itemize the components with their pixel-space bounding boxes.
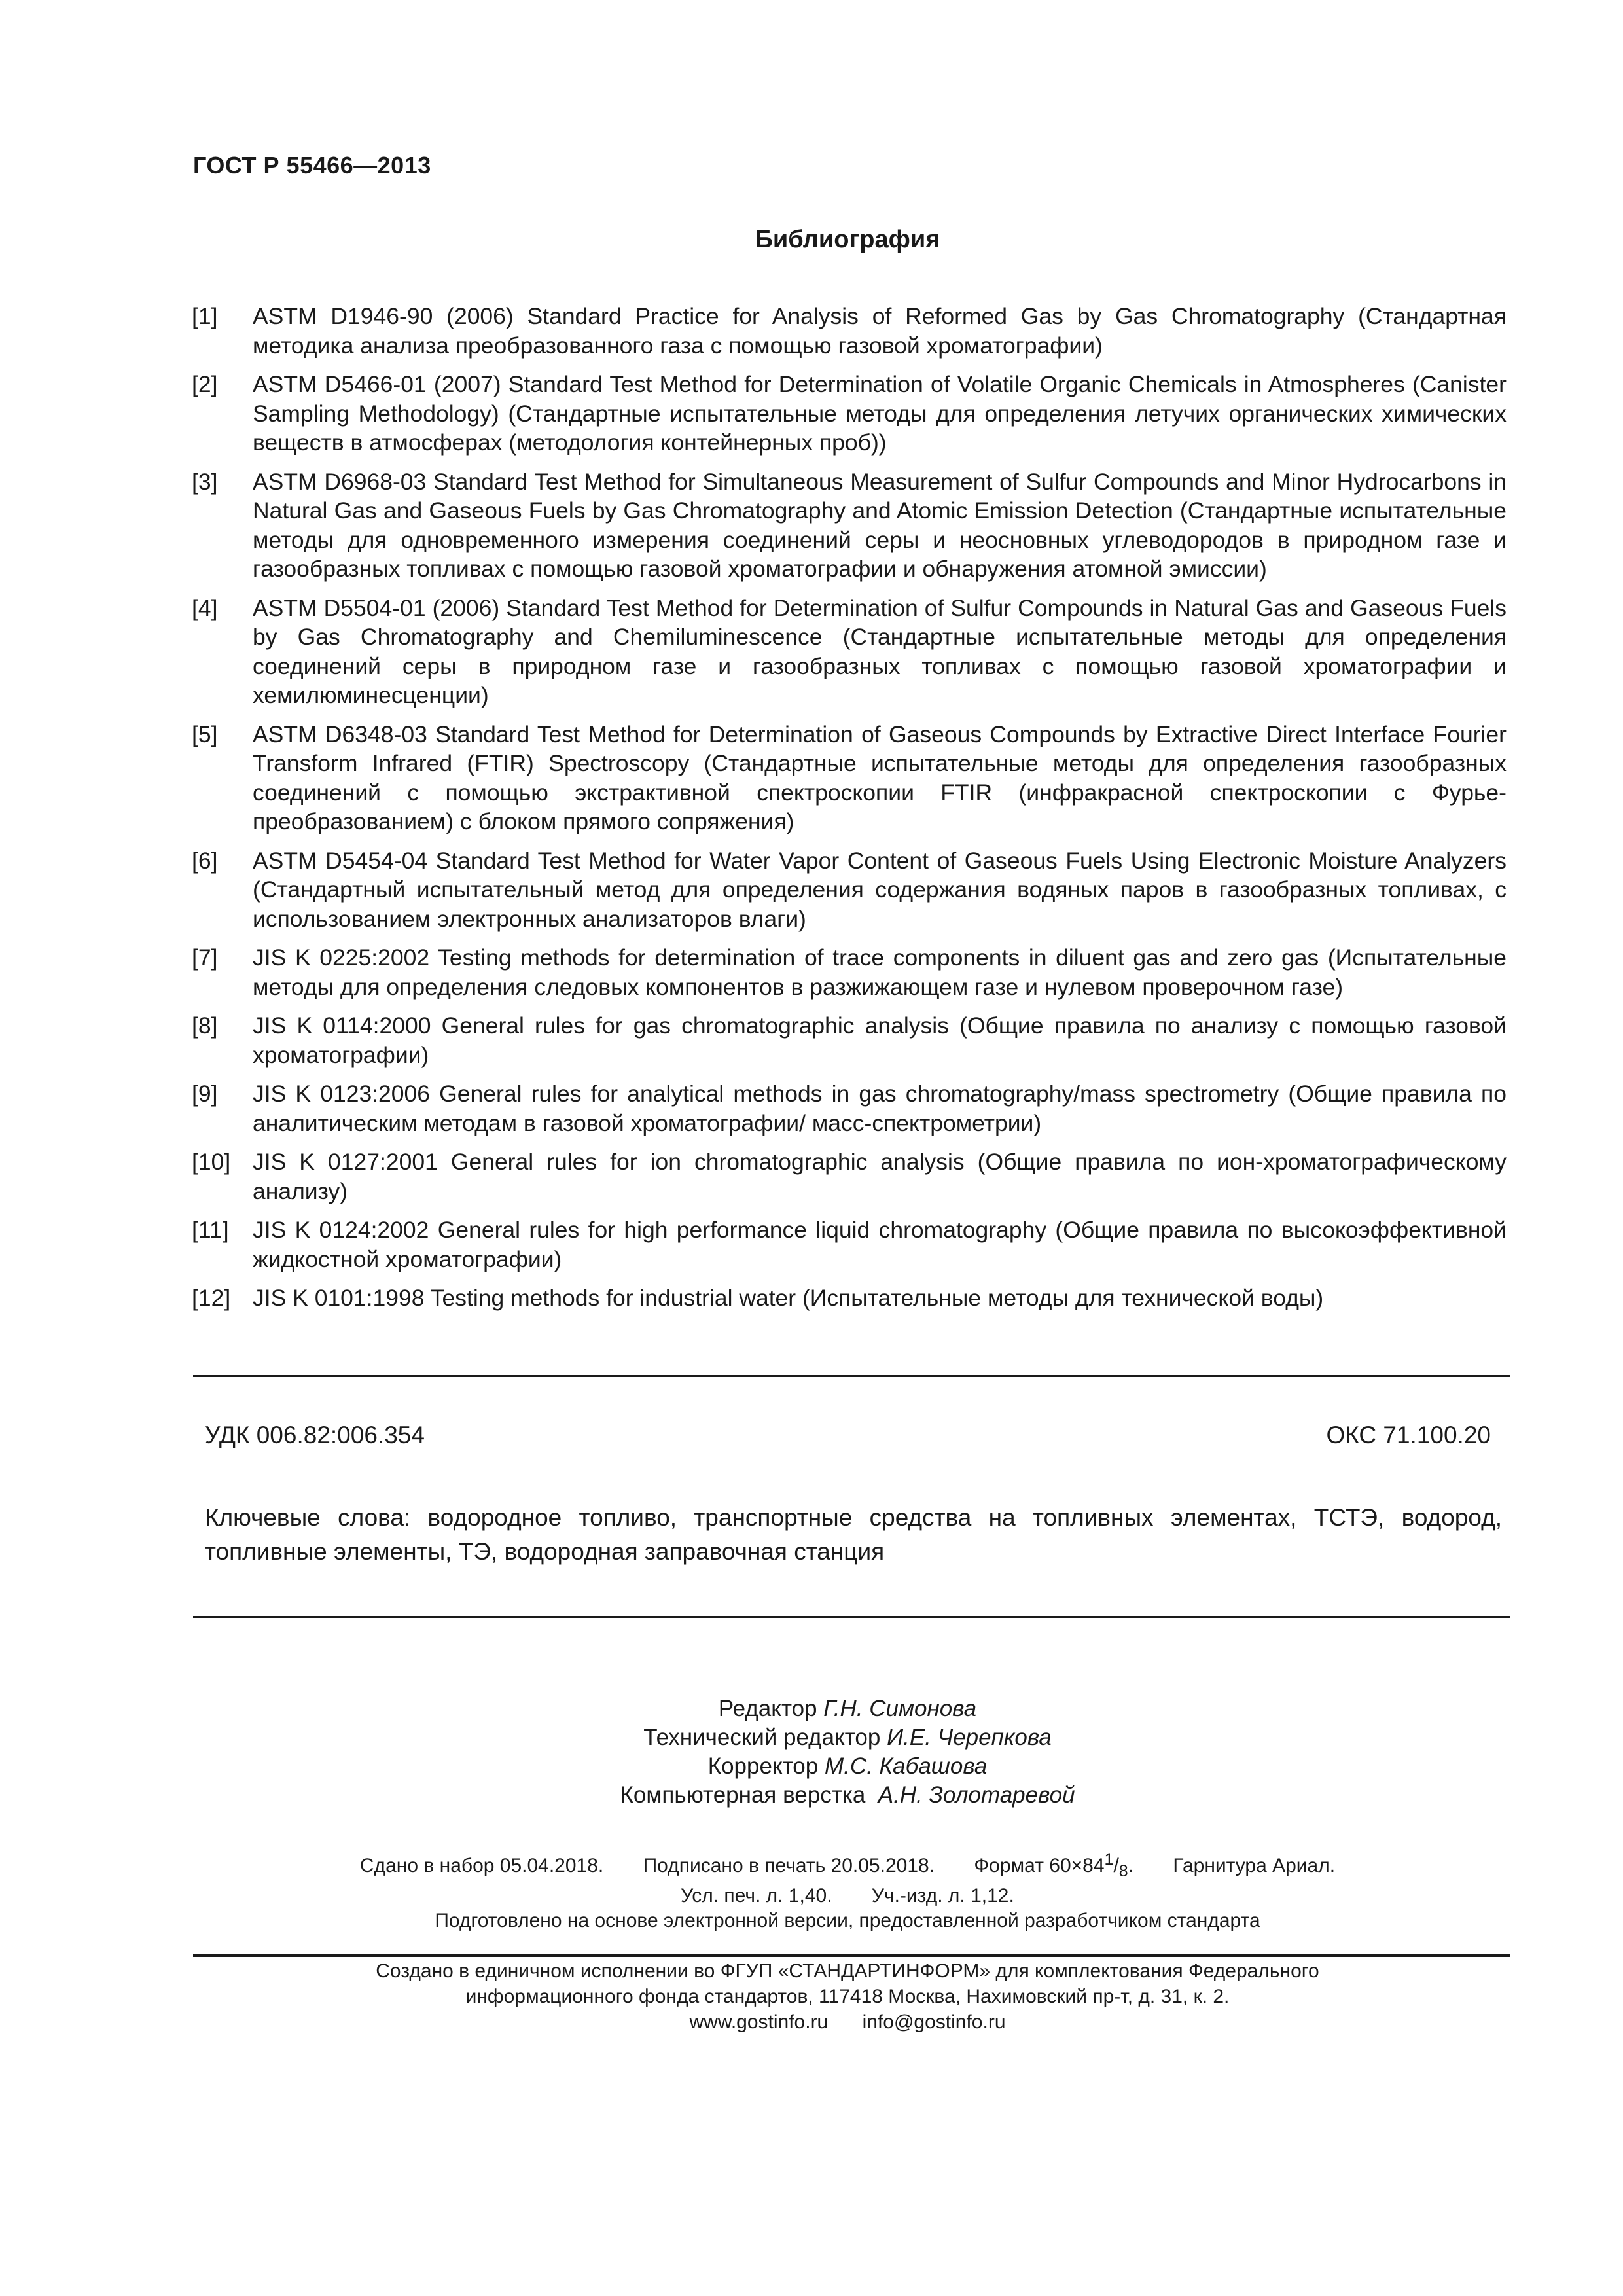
credit-line (0, 1723, 1623, 1752)
prepared-note: Подготовлено на основе электронной версии, предоставленной разработчиком стандарта (435, 1910, 1260, 1931)
credit-role: Компьютерная верстка (620, 1782, 866, 1808)
entry-number: [10] (192, 1149, 231, 1175)
typeface: Гарнитура Ариал. (1173, 1855, 1336, 1876)
entry-number: [2] (192, 371, 218, 397)
entry-text: JIS K 0101:1998 Testing methods for industrial water (Испытательные методы для технической воды) (253, 1285, 1324, 1311)
bibliography-entry (192, 302, 1507, 360)
entry-text: JIS K 0114:2000 General rules for gas chromatographic analysis (Общие правила по анализу с помощью газовой хроматографии) (253, 1013, 1507, 1068)
entry-number: [9] (192, 1081, 218, 1107)
website-link[interactable]: www.gostinfo.ru (689, 2011, 829, 2033)
entry-text: JIS K 0124:2002 General rules for high performance liquid chromatography (Общие правила по высокоэффективной жидкостной хроматографии) (253, 1217, 1507, 1272)
bibliography-entry (192, 1079, 1507, 1138)
entry-number: [6] (192, 847, 218, 874)
entry-number: [11] (192, 1217, 229, 1243)
credit-line (0, 1695, 1623, 1723)
imprint-line (0, 1884, 1623, 1909)
bibliography-entry (192, 467, 1507, 584)
signed-date: Подписано в печать 20.05.2018. (643, 1855, 935, 1876)
credits-block (0, 1695, 1623, 1810)
credit-line (0, 1752, 1623, 1781)
bibliography-entry (192, 1011, 1507, 1069)
bibliography-title: Библиография (755, 226, 940, 253)
entry-text: ASTM D6968-03 Standard Test Method for Simultaneous Measurement of Sulfur Compounds and Minor Hydrocarbons in Natural Gas and Gaseous Fuels by Gas Chromatography and Atomic Emission Detection (Стандартные испытательные методы для одновременного измерения соединений серы и неосновных углеводородов в природном газе и газообразных топливах с помощью газовой хроматографии и обнаружения атомной эмиссии) (253, 468, 1507, 582)
imprint-line (0, 1847, 1623, 1884)
credit-line (0, 1781, 1623, 1810)
imprint-block (0, 1847, 1623, 1933)
publisher-contacts (0, 2009, 1623, 2035)
email-link[interactable]: info@gostinfo.ru (862, 2011, 1006, 2033)
keywords: Ключевые слова: водородное топливо, транспортные средства на топливных элементах, ТСТЭ, водород, топливные элементы, ТЭ, водородная заправочная станция (205, 1504, 1502, 1565)
bibliography-entry (192, 370, 1507, 457)
bibliography-entry (192, 594, 1507, 710)
credit-name: М.С. Кабашова (824, 1753, 988, 1779)
bibliography-entry (192, 1147, 1507, 1206)
entry-text: ASTM D6348-03 Standard Test Method for Determination of Gaseous Compounds by Extractive Direct Interface Fourier Transform Infrared (FTIR) Spectroscopy (Стандартные испытательные методы для определения газообразных соединений с помощью экстрактивной спектроскопии FTIR (инфракрасной спектроскопии с Фурье-преобразованием) с блоком прямого сопряжения) (253, 721, 1507, 834)
entry-text: ASTM D1946-90 (2006) Standard Practice for Analysis of Reformed Gas by Gas Chromatography (Стандартная методика анализа преобразованного газа с помощью газовой хроматографии) (253, 303, 1507, 359)
entry-text: ASTM D5454-04 Standard Test Method for Water Vapor Content of Gaseous Fuels Using Electronic Moisture Analyzers (Стандартный испытательный метод для определения содержания водяных паров в газообразных топливах, с использованием электронных анализаторов влаги) (253, 847, 1507, 932)
entry-text: ASTM D5504-01 (2006) Standard Test Method for Determination of Sulfur Compounds in Natural Gas and Gaseous Fuels by Gas Chromatography and Chemiluminescence (Стандартные испытательные методы для определения соединений серы в природном газе и газообразных топливах с помощью газовой хроматографии и хемилюминесценции) (253, 594, 1507, 708)
entry-number: [8] (192, 1013, 218, 1039)
credit-name: Г.Н. Симонова (823, 1696, 977, 1721)
credit-role: Редактор (718, 1696, 817, 1721)
entry-number: [5] (192, 721, 218, 747)
bibliography-entry (192, 846, 1507, 934)
divider (193, 1375, 1510, 1377)
print-sheets: Усл. печ. л. 1,40. (681, 1885, 832, 1907)
entry-number: [1] (192, 303, 218, 329)
entry-number: [7] (192, 944, 218, 971)
credit-name: И.Е. Черепкова (887, 1725, 1052, 1750)
entry-number: [4] (192, 594, 218, 621)
divider (193, 1616, 1510, 1618)
publisher-line: Создано в единичном исполнении во ФГУП «СТАНДАРТИНФОРМ» для комплектования Федерального (376, 1960, 1319, 1982)
paper-format: Формат $60\times 84^1/_8$. (974, 1850, 1134, 1880)
udk-code: УДК 006.82:006.354 (205, 1422, 425, 1448)
credit-role: Технический редактор (643, 1725, 881, 1750)
bibliography-entry (192, 1215, 1507, 1274)
entry-text: JIS K 0225:2002 Testing methods for determination of trace components in diluent gas and zero gas (Испытательные методы для определения следовых компонентов в разжижающем газе и нулевом проверочном газе) (253, 944, 1507, 1000)
bibliography-entry (192, 720, 1507, 836)
entry-text: ASTM D5466-01 (2007) Standard Test Method for Determination of Volatile Organic Chemicals in Atmospheres (Canister Sampling Methodology) (Стандартные испытательные методы для определения летучих органических химических веществ в атмосферах (методология контейнерных проб)) (253, 371, 1507, 456)
entry-text: JIS K 0127:2001 General rules for ion chromatographic analysis (Общие правила по ион-хроматографическому анализу) (253, 1149, 1507, 1204)
submitted-date: Сдано в набор 05.04.2018. (359, 1855, 604, 1876)
bibliography-list (192, 302, 1507, 1323)
bibliography-entry (192, 943, 1507, 1001)
credit-role: Корректор (707, 1753, 819, 1779)
credit-name: А.Н. Золотаревой (878, 1782, 1075, 1808)
bibliography-entry (192, 1283, 1507, 1313)
standard-designation: ГОСТ Р 55466—2013 (193, 152, 431, 179)
entry-number: [3] (192, 468, 218, 495)
entry-number: [12] (192, 1285, 231, 1311)
divider (193, 1954, 1510, 1957)
publisher-block (0, 1958, 1623, 2035)
oks-code: ОКС 71.100.20 (1326, 1422, 1491, 1448)
publisher-line: информационного фонда стандартов, 117418 Москва, Нахимовский пр-т, д. 31, к. 2. (465, 1986, 1230, 2007)
entry-text: JIS K 0123:2006 General rules for analytical methods in gas chromatography/mass spectrometry (Общие правила по аналитическим методам в газовой хроматографии/ масс-спектрометрии) (253, 1081, 1507, 1136)
publish-sheets: Уч.-изд. л. 1,12. (871, 1885, 1014, 1907)
